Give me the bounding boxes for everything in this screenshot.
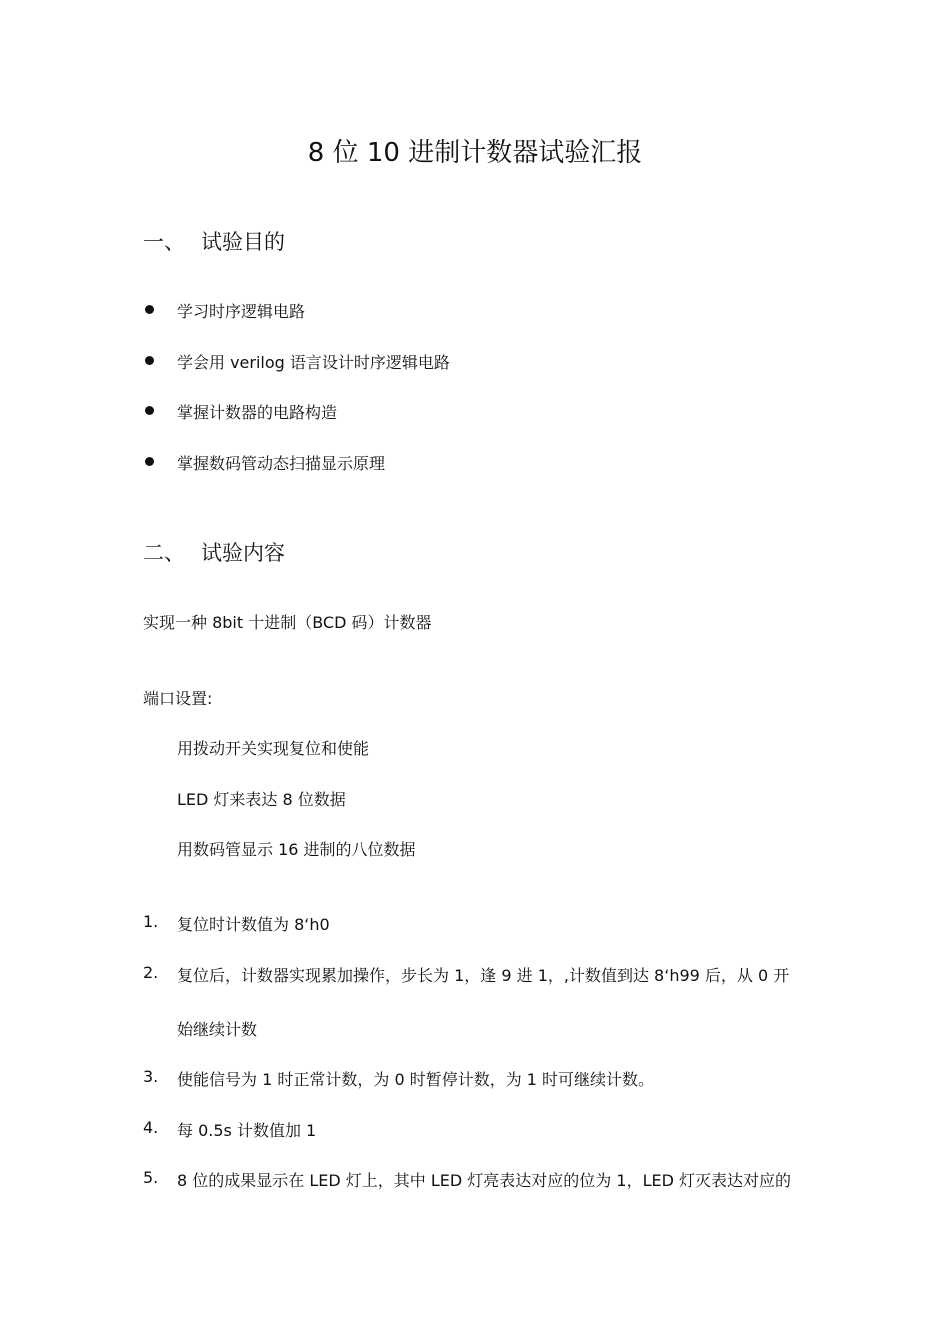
- list-item: 8 位的成果显示在 LED 灯上，其中 LED 灯亮表达对应的位为 1，LED 灯灭表达对应的: [177, 1171, 791, 1190]
- port-item: LED 灯来表达 8 位数据: [177, 790, 346, 809]
- list-item-continuation: 始继续计数: [177, 1020, 258, 1039]
- section-1-heading: 试验目的: [201, 230, 285, 254]
- port-item: 用数码管显示 16 进制的八位数据: [177, 840, 416, 859]
- objective-item: 掌握数码管动态扫描显示原理: [177, 454, 386, 473]
- bullet-dot-icon: [145, 356, 154, 365]
- bullet-dot-icon: [145, 457, 154, 466]
- document-title: 8 位 10 进制计数器试验汇报: [307, 138, 643, 168]
- list-number: 4.: [143, 1118, 159, 1137]
- list-item: 使能信号为 1 时正常计数，为 0 时暂停计数，为 1 时可继续计数。: [177, 1070, 655, 1089]
- bullet-dot-icon: [145, 305, 154, 314]
- list-number: 5.: [143, 1168, 159, 1187]
- content-intro: 实现一种 8bit 十进制（BCD 码）计数器: [143, 613, 432, 632]
- section-1-number: 一、: [143, 230, 185, 254]
- list-item: 每 0.5s 计数值加 1: [177, 1121, 317, 1140]
- objective-item: 学会用 verilog 语言设计时序逻辑电路: [177, 353, 450, 372]
- list-number: 3.: [143, 1067, 159, 1086]
- list-item: 复位时计数值为 8‘h0: [177, 915, 330, 934]
- objective-item: 学习时序逻辑电路: [177, 302, 306, 321]
- ports-label: 端口设置:: [143, 689, 213, 708]
- bullet-dot-icon: [145, 406, 154, 415]
- list-number: 2.: [143, 963, 159, 982]
- section-2-number: 二、: [143, 541, 185, 565]
- objective-item: 掌握计数器的电路构造: [177, 403, 338, 422]
- port-item: 用拨动开关实现复位和使能: [177, 739, 370, 758]
- section-2-heading: 试验内容: [201, 541, 285, 565]
- list-item: 复位后，计数器实现累加操作，步长为 1，逢 9 进 1，,计数值到达 8‘h99 后，从 0 开: [177, 966, 790, 985]
- list-number: 1.: [143, 912, 159, 931]
